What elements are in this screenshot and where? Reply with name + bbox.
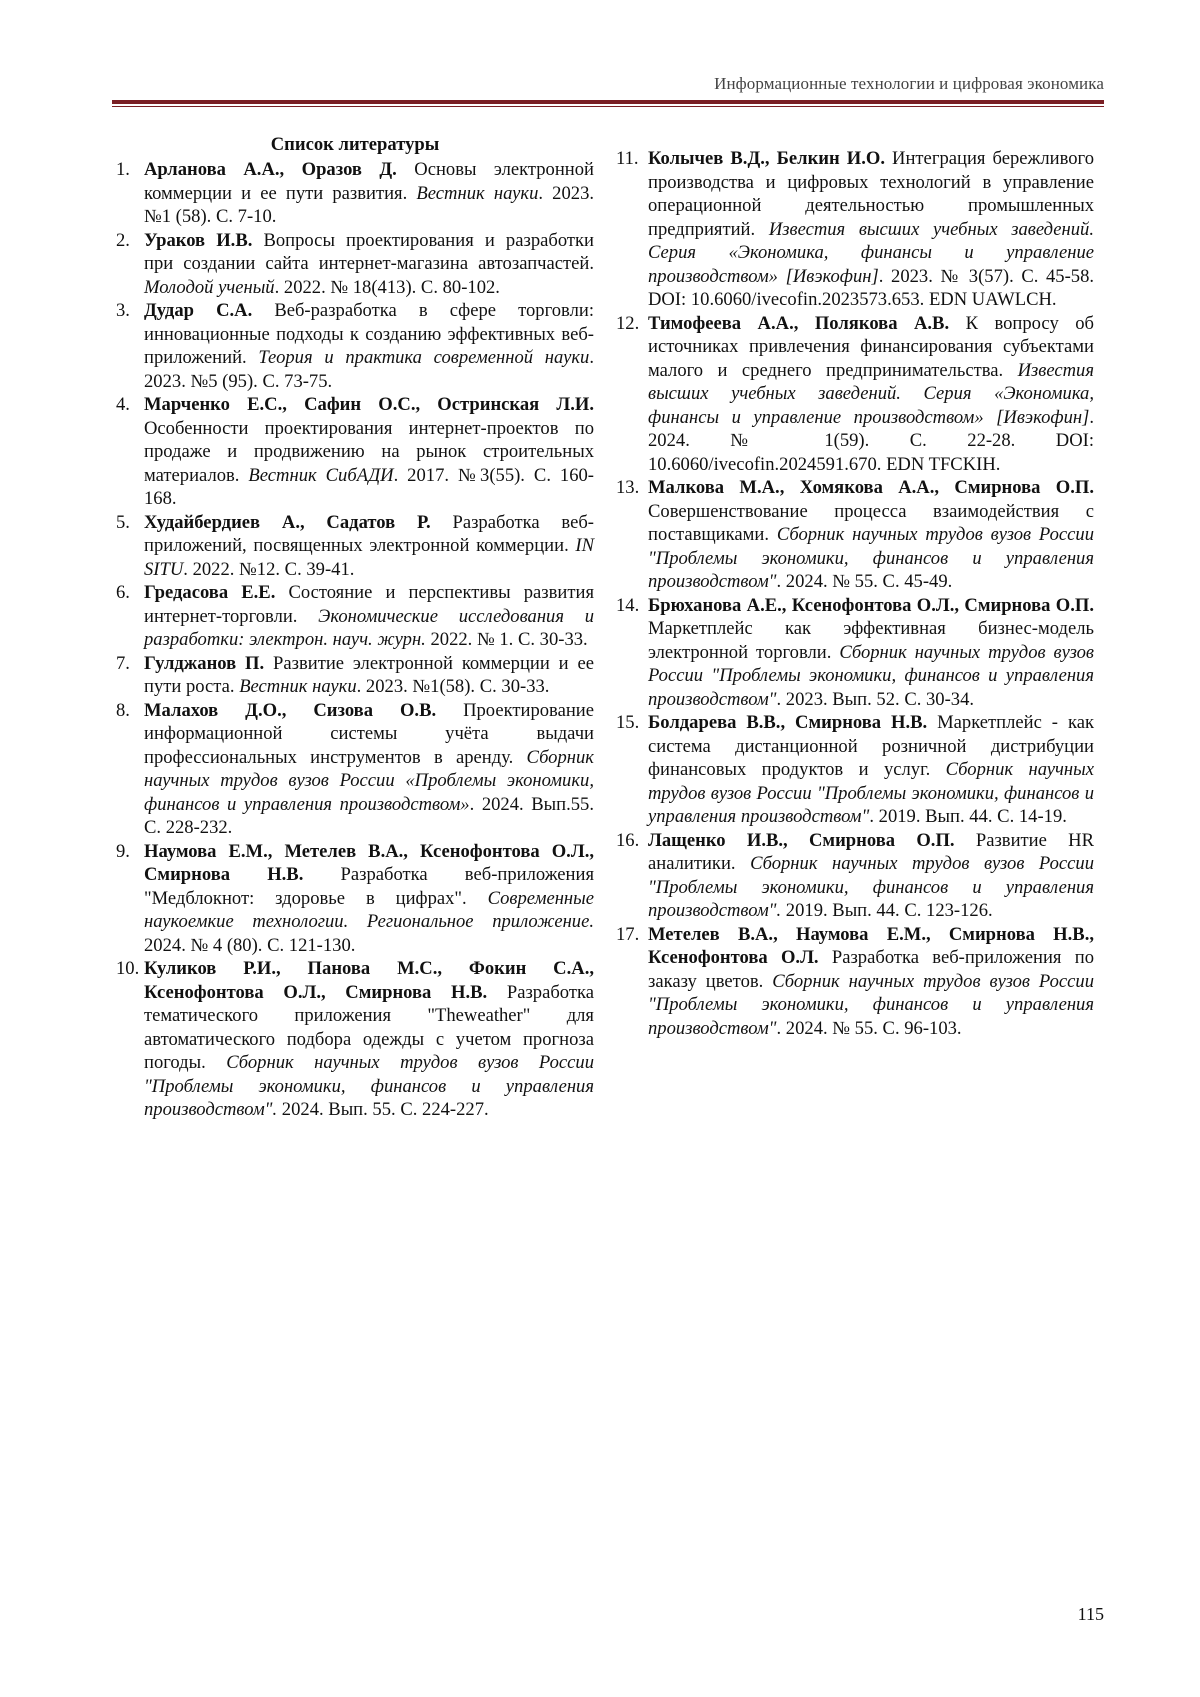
reference-item — [616, 829, 1094, 923]
reference-source: Сборник научных трудов вузов России "Проблемы экономики, финансов и управления производством" — [648, 970, 1094, 1039]
reference-list-left — [116, 158, 594, 1122]
reference-text — [648, 476, 1094, 594]
reference-text — [648, 594, 1094, 712]
reference-title: Вопросы проектирования и разработки при создании сайта интернет-магазина автозапчастей. — [144, 229, 594, 274]
reference-authors: Тимофеева А.А., Полякова А.В. — [648, 312, 950, 334]
reference-authors: Худайбердиев А., Садатов Р. — [144, 511, 431, 533]
reference-text — [144, 840, 594, 958]
reference-title: Маркетплейс как эффективная бизнес-модель электронной торговли. — [648, 618, 1094, 663]
reference-details: . 2019. Вып. 44. С. 14-19. — [869, 806, 1067, 827]
reference-source: Сборник научных трудов вузов России "Проблемы экономики, финансов и управления производством" — [648, 524, 1094, 592]
reference-source: Известия высших учебных заведений. Серия «Экономика, финансы и управление производством» [Ивэкофин] — [648, 218, 1094, 287]
reference-item — [116, 957, 594, 1122]
reference-authors: Малахов Д.О., Сизова О.В. — [144, 699, 437, 721]
reference-item — [616, 476, 1094, 594]
reference-source: Сборник научных трудов вузов России "Проблемы экономики, финансов и управления производством" — [648, 759, 1094, 827]
reference-text — [648, 829, 1094, 923]
reference-details: 2019. Вып. 44. С. 123-126. — [781, 900, 993, 921]
reference-authors: Куликов Р.И., Панова М.С., Фокин С.А., Ксенофонтова О.Л., Смирнова Н.В. — [144, 958, 594, 1003]
reference-item — [116, 299, 594, 393]
reference-number: 6. — [116, 582, 130, 603]
reference-source: Сборник научных трудов вузов России «Проблемы экономики, финансов и управления производством» — [144, 746, 594, 815]
reference-title: Разработка веб-приложения по заказу цветов. — [648, 947, 1094, 992]
reference-item — [116, 229, 594, 300]
reference-item — [116, 511, 594, 582]
reference-title: Совершенствование процесса взаимодействия с поставщиками. — [648, 500, 1094, 545]
reference-number: 16. — [616, 829, 640, 851]
reference-title: Разработка веб-приложений, посвященных электронной коммерции. — [144, 511, 594, 556]
reference-text — [144, 652, 594, 699]
reference-details: . 2023. №1(58). С. 30-33. — [356, 676, 550, 697]
reference-authors: Марченко Е.С., Сафин О.С., Остринская Л.И. — [144, 394, 594, 415]
reference-item — [616, 711, 1094, 829]
reference-details: . 2024. Вып.55. С. 228-232. — [144, 793, 594, 838]
reference-title: К вопросу об источниках привлечения финансирования субъектами малого и среднего предпринимательства. — [648, 312, 1094, 381]
reference-authors: Гредасова Е.Е. — [144, 582, 276, 603]
reference-authors: Дудар С.А. — [144, 300, 253, 321]
header-rule-thick — [112, 100, 1104, 104]
reference-item — [116, 581, 594, 652]
reference-number: 14. — [616, 594, 640, 616]
reference-details: . 2024. № 1(59). С. 22-28. DOI: 10.6060/ivecofin.2024591.670. EDN TFCKIH. — [648, 406, 1094, 475]
reference-text — [144, 699, 594, 840]
reference-number: 11. — [616, 148, 639, 169]
left-column — [116, 133, 594, 1122]
reference-title: Проектирование информационной системы учёта выдачи профессиональных инструментов в аренду. — [144, 699, 594, 768]
reference-item — [116, 699, 594, 840]
reference-title: Маркетплейс - как система дистанционной розничной дистрибуции финансовых продуктов и услуг. — [648, 712, 1094, 780]
reference-item — [116, 652, 594, 699]
reference-source: Сборник научных трудов вузов России "Проблемы экономики, финансов и управления производством". — [648, 853, 1094, 921]
reference-title: Развитие HR аналитики. — [648, 829, 1094, 874]
reference-item — [116, 393, 594, 511]
reference-item — [116, 840, 594, 958]
reference-source: Сборник научных трудов вузов России "Проблемы экономики, финансов и управления производством". — [144, 1052, 595, 1120]
page-number: 115 — [1077, 1604, 1104, 1624]
reference-title: Разработка тематического приложения "Theweather" для автоматического подбора одежды с учетом прогноза погоды. — [144, 981, 594, 1073]
reference-item — [616, 594, 1094, 712]
reference-source: Теория и практика современной науки — [258, 347, 590, 368]
reference-authors: Ураков И.В. — [144, 229, 253, 251]
reference-details: 2024. № 4 (80). С. 121-130. — [144, 934, 356, 956]
reference-source: IN SITU — [144, 535, 594, 580]
running-head: Информационные технологии и цифровая экономика — [714, 74, 1104, 93]
reference-item — [616, 312, 1094, 477]
reference-details: . 2024. № 55. С. 45-49. — [776, 571, 953, 592]
reference-details: . 2023. Вып. 52. С. 30-34. — [776, 688, 975, 710]
reference-details: . 2022. № 18(413). С. 80-102. — [274, 276, 500, 298]
reference-number: 9. — [116, 840, 130, 862]
reference-number: 3. — [116, 300, 130, 321]
reference-text — [144, 299, 594, 393]
reference-list-right — [616, 147, 1094, 1040]
reference-number: 8. — [116, 699, 130, 721]
reference-item — [116, 158, 594, 229]
reference-source: Известия высших учебных заведений. Серия «Экономика, финансы и управление производством» [Ивэкофин] — [648, 359, 1094, 428]
reference-details: . 2017. №3(55). С. 160-168. — [144, 464, 595, 509]
reference-authors: Колычев В.Д., Белкин И.О. — [648, 148, 885, 169]
reference-authors: Малкова М.А., Хомякова А.А., Смирнова О.П. — [648, 477, 1094, 498]
reference-details: 2022. № 1. С. 30-33. — [425, 629, 588, 650]
right-column — [616, 133, 1094, 1040]
reference-text — [144, 957, 594, 1122]
section-title: Список литературы — [270, 134, 440, 155]
reference-authors: Метелев В.А., Наумова Е.М., Смирнова Н.В., Ксенофонтова О.Л. — [648, 923, 1094, 968]
reference-source: Вестник науки — [416, 182, 539, 204]
reference-source: Экономические исследования и разработки: электрон. науч. журн. — [144, 605, 594, 650]
reference-text — [144, 158, 594, 229]
reference-title: Состояние и перспективы развития интернет-торговли. — [144, 582, 594, 627]
reference-text — [648, 923, 1094, 1041]
reference-authors: Лащенко И.В., Смирнова О.П. — [648, 829, 955, 851]
reference-number: 5. — [116, 511, 130, 533]
reference-details: . 2023. №5 (95). С. 73-75. — [144, 347, 594, 392]
reference-source: Вестник науки — [239, 676, 357, 697]
reference-details: . 2023. № 3(57). С. 45-58. DOI: 10.6060/ivecofin.2023573.653. EDN UAWLCH. — [648, 265, 1095, 310]
reference-text — [648, 147, 1094, 312]
reference-text — [648, 711, 1094, 829]
reference-text — [144, 393, 594, 511]
reference-details: . 2023. №1 (58). С. 7-10. — [144, 182, 595, 227]
reference-details: 2024. Вып. 55. С. 224-227. — [277, 1099, 489, 1120]
reference-item — [616, 923, 1094, 1041]
reference-text — [144, 229, 594, 300]
reference-title: Особенности проектирования интернет-проектов по продаже и продвижению на рынок строительных материалов. — [144, 417, 594, 486]
reference-item — [616, 147, 1094, 312]
reference-number: 1. — [116, 159, 130, 180]
reference-title: Основы электронной коммерции и ее пути развития. — [144, 159, 594, 204]
reference-source: Современные наукоемкие технологии. Региональное приложение. — [144, 887, 594, 932]
reference-number: 2. — [116, 229, 130, 251]
reference-text — [648, 312, 1094, 477]
reference-authors: Наумова Е.М., Метелев В.А., Ксенофонтова О.Л., Смирнова Н.В. — [144, 840, 594, 885]
reference-number: 17. — [616, 923, 640, 945]
reference-authors: Арланова А.А., Оразов Д. — [144, 159, 397, 180]
header-rule-thin — [112, 106, 1104, 107]
reference-authors: Брюханова А.Е., Ксенофонтова О.Л., Смирнова О.П. — [648, 594, 1094, 616]
reference-number: 7. — [116, 652, 130, 674]
reference-number: 13. — [616, 477, 640, 498]
reference-title: Веб-разработка в сфере торговли: инновационные подходы к созданию эффективных веб-приложений. — [144, 300, 594, 368]
reference-number: 4. — [116, 394, 130, 415]
reference-authors: Гулджанов П. — [144, 652, 265, 674]
reference-details: . 2024. № 55. С. 96-103. — [776, 1017, 962, 1039]
reference-source: Вестник СибАДИ — [248, 464, 394, 486]
reference-text — [144, 581, 594, 652]
reference-number: 10. — [116, 958, 140, 979]
reference-title: Развитие электронной коммерции и ее пути роста. — [144, 652, 594, 697]
reference-number: 15. — [616, 712, 640, 733]
reference-title: Интеграция бережливого производства и цифровых технологий в управление операционной деятельностью промышленных предприятий. — [648, 148, 1095, 240]
reference-source: Сборник научных трудов вузов России "Проблемы экономики, финансов и управления производством" — [648, 641, 1094, 710]
reference-title: Разработка веб-приложения "Медблокнот: здоровье в цифрах". — [144, 864, 595, 909]
reference-number: 12. — [616, 312, 640, 334]
reference-source: Молодой ученый — [144, 276, 275, 298]
reference-details: . 2022. №12. С. 39-41. — [183, 558, 355, 580]
reference-text — [144, 511, 594, 582]
reference-authors: Болдарева В.В., Смирнова Н.В. — [648, 712, 928, 733]
